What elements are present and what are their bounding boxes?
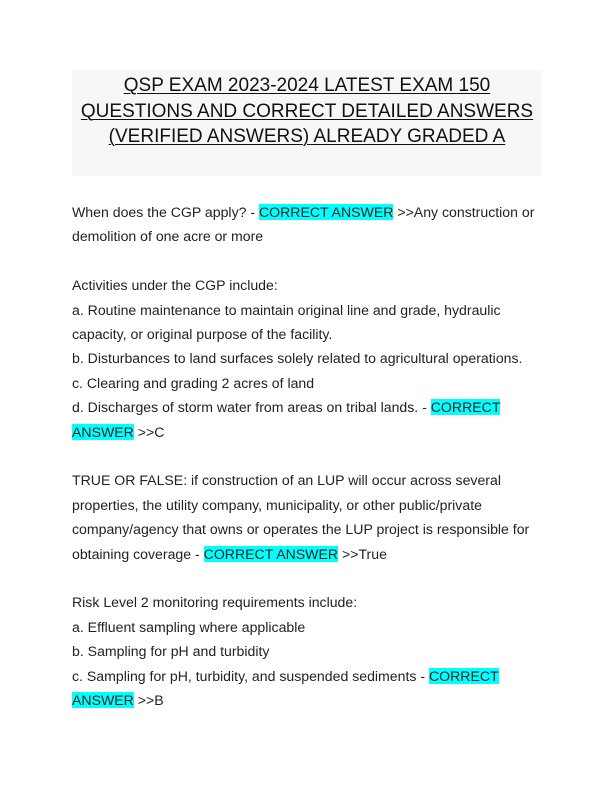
- option-a: a. Effluent sampling where applicable: [72, 618, 306, 635]
- answer-text: >>C: [133, 423, 165, 440]
- answer-text: >>Any construction or demolition of one acre or more: [72, 204, 535, 245]
- title-box: [72, 70, 542, 176]
- correct-answer-highlight: CORRECT ANSWER: [72, 399, 501, 440]
- qa-item: [72, 200, 547, 249]
- question-text: Risk Level 2 monitoring requirements include:: [72, 594, 358, 611]
- option-c: [72, 664, 547, 713]
- document-body: [72, 200, 547, 712]
- option-c: c. Clearing and grading 2 acres of land: [72, 374, 315, 391]
- option-b: b. Sampling for pH and turbidity: [72, 643, 270, 660]
- option-d: [72, 395, 547, 444]
- option-text: d. Discharges of storm water from areas on tribal lands. -: [72, 399, 431, 416]
- question-text: TRUE OR FALSE: if construction of an LUP will occur across several properties, the utility company, municipality, or other public/private company/agency that owns or operates the LUP project is responsible for obtaining coverage -: [72, 472, 530, 562]
- question-text: Activities under the CGP include:: [72, 277, 278, 294]
- correct-answer-highlight: CORRECT ANSWER: [258, 204, 394, 220]
- document-title: QSP EXAM 2023-2024 LATEST EXAM 150 QUESTIONS AND CORRECT DETAILED ANSWERS (VERIFIED ANSWERS) ALREADY GRADED A: [80, 75, 534, 147]
- qa-item: [72, 590, 547, 712]
- option-a: a. Routine maintenance to maintain original line and grade, hydraulic capacity, or original purpose of the facility.: [72, 301, 501, 343]
- answer-text: >>B: [133, 692, 164, 709]
- correct-answer-highlight: CORRECT ANSWER: [72, 667, 499, 709]
- question-text: When does the CGP apply? -: [72, 204, 259, 220]
- qa-item: [72, 273, 547, 444]
- option-text: c. Sampling for pH, turbidity, and suspended sediments -: [72, 667, 429, 684]
- correct-answer-highlight: CORRECT ANSWER: [203, 545, 339, 562]
- qa-item: [72, 468, 547, 566]
- option-b: b. Disturbances to land surfaces solely related to agricultural operations.: [72, 350, 523, 367]
- answer-text: >>True: [338, 545, 387, 562]
